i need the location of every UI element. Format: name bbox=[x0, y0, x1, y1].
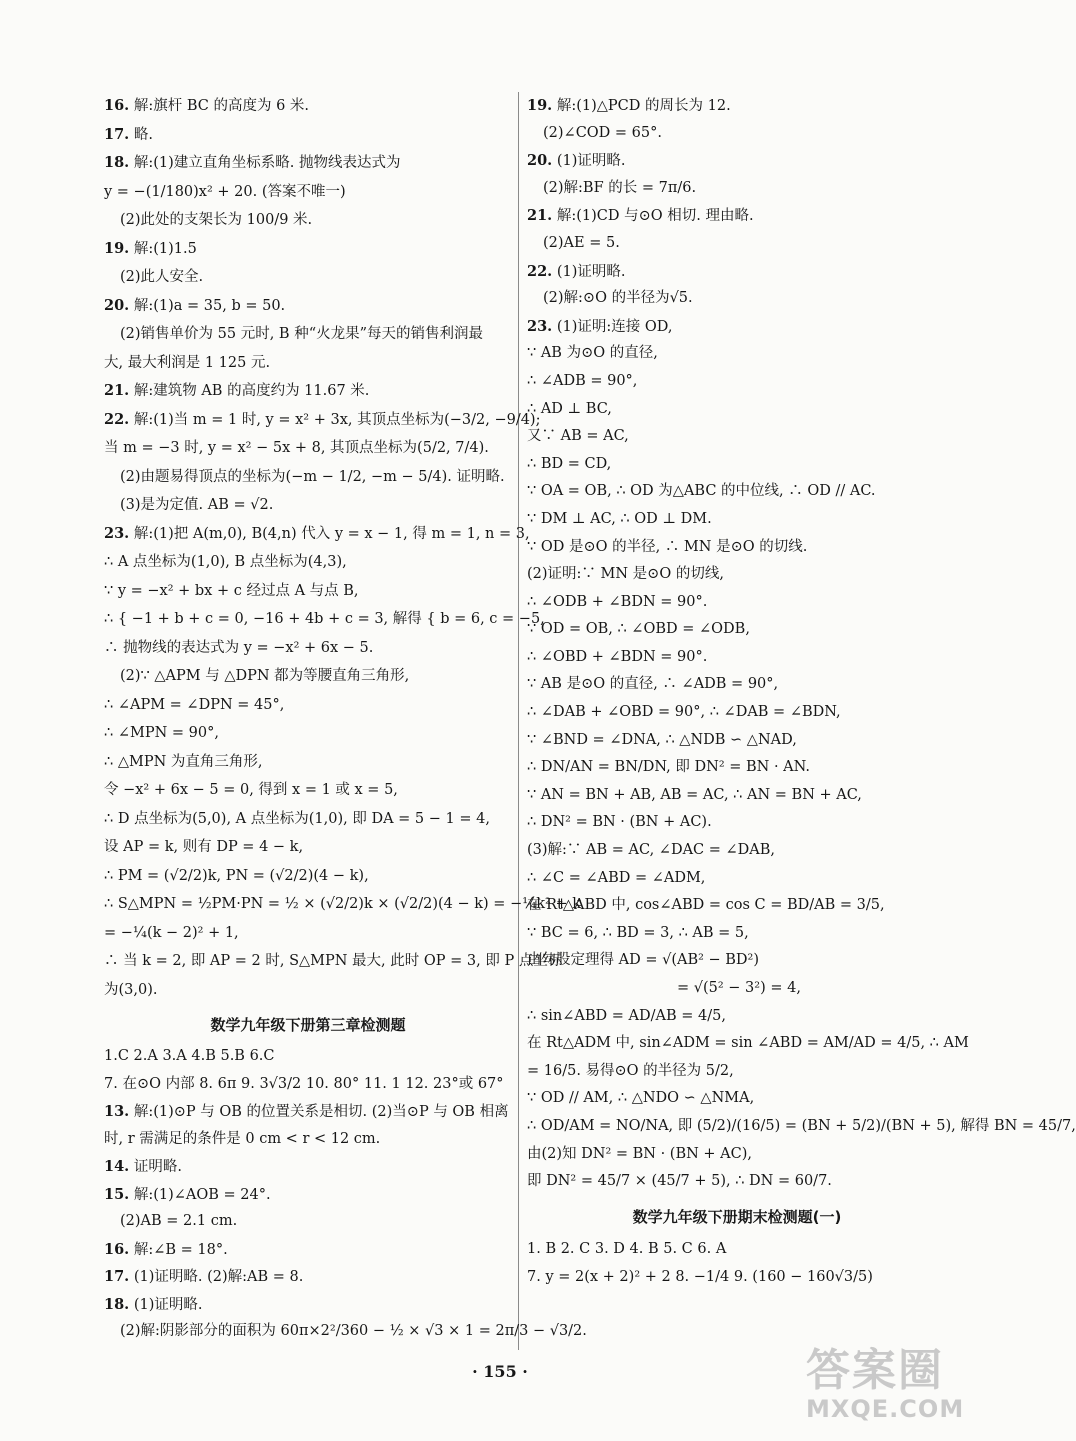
answer-text: 设 AP = k, 则有 DP = 4 − k, bbox=[104, 839, 304, 855]
answer-text: 令 −x² + 6x − 5 = 0, 得到 x = 1 或 x = 5, bbox=[104, 782, 398, 798]
question-number: 15. bbox=[104, 1185, 130, 1203]
section-heading-final-test: 数学九年级下册期末检测题(一) bbox=[632, 1207, 842, 1226]
answer-line bbox=[527, 175, 947, 203]
answer-text: (2)证明:∵ MN 是⊙O 的切线, bbox=[527, 566, 724, 583]
question-number: 23. bbox=[527, 317, 553, 335]
answer-text: 解:(1)△PCD 的周长为 12. bbox=[556, 98, 731, 114]
column-divider bbox=[518, 92, 519, 1350]
answer-text: ∴ AD ⊥ BC, bbox=[527, 400, 612, 417]
answer-text: 为(3,0). bbox=[104, 981, 158, 998]
answer-text: ∴ ∠C = ∠ABD = ∠ADM, bbox=[527, 869, 706, 886]
answer-line bbox=[104, 1153, 512, 1181]
answer-text: 解:(1)CD 与⊙O 相切. 理由略. bbox=[556, 208, 754, 225]
answer-line bbox=[527, 644, 947, 672]
answer-text: ∴ OD/AM = NO/NA, 即 (5/2)/(16/5) = (BN + 5/2)/(BN + 5), 解得 BN = 45/7, bbox=[527, 1117, 1076, 1134]
answer-text: ∴ { −1 + b + c = 0, −16 + 4b + c = 3, 解得 { b = 6, c = −5, bbox=[104, 611, 545, 627]
answer-text: ∴ ∠APM = ∠DPN = 45°, bbox=[104, 696, 285, 713]
answer-text: ∵ OD 是⊙O 的半径, ∴ MN 是⊙O 的切线. bbox=[527, 538, 808, 555]
answer-text: 解:(1)建立直角坐标系略. 抛物线表达式为 bbox=[133, 155, 401, 171]
answer-line bbox=[104, 719, 512, 748]
answer-line bbox=[104, 149, 512, 178]
question-number: 20. bbox=[527, 152, 553, 170]
answer-line bbox=[527, 230, 947, 258]
answer-text: ∴ 抛物线的表达式为 y = −x² + 6x − 5. bbox=[104, 639, 374, 656]
answer-text: (1)证明:连接 OD, bbox=[556, 318, 673, 335]
answer-text: ∴ DN/AN = BN/DN, 即 DN² = BN · AN. bbox=[527, 759, 811, 776]
answer-line bbox=[104, 1071, 512, 1099]
answer-line bbox=[527, 589, 947, 617]
answer-line bbox=[104, 548, 512, 577]
answer-text: (2)AE = 5. bbox=[543, 234, 620, 251]
answer-line bbox=[104, 349, 512, 378]
answer-text: 解:旗杆 BC 的高度为 6 米. bbox=[133, 98, 310, 114]
answer-line bbox=[527, 1030, 969, 1058]
answer-text: (2)此处的支架长为 100/9 米. bbox=[120, 212, 313, 228]
answer-text: 证明略. bbox=[133, 1159, 182, 1175]
answer-line bbox=[527, 837, 947, 865]
answer-text: ∵ y = −x² + bx + c 经过点 A 与点 B, bbox=[104, 582, 359, 599]
watermark-logo: 答案圈 MXQE.COM bbox=[806, 1345, 965, 1423]
answer-line bbox=[527, 616, 947, 644]
answer-line bbox=[527, 534, 947, 562]
answer-text: 解:(1)把 A(m,0), B(4,n) 代入 y = x − 1, 得 m = 1, n = 3, bbox=[133, 525, 530, 542]
question-number: 17. bbox=[104, 125, 130, 143]
answer-text: ∵ OA = OB, ∴ OD 为△ABC 的中位线, ∴ OD // AC. bbox=[527, 483, 876, 500]
question-number: 16. bbox=[104, 97, 130, 114]
answer-line bbox=[527, 120, 947, 148]
answer-line bbox=[527, 975, 947, 1003]
answer-text: 解:∠B = 18°. bbox=[133, 1241, 228, 1258]
answer-line bbox=[104, 1098, 512, 1126]
answer-text: = −¼(k − 2)² + 1, bbox=[104, 924, 239, 941]
answer-line bbox=[527, 561, 947, 589]
answer-line bbox=[104, 377, 512, 406]
answer-line bbox=[527, 782, 947, 810]
answer-text: ∵ AB 是⊙O 的直径, ∴ ∠ADB = 90°, bbox=[527, 676, 779, 693]
answer-line bbox=[527, 340, 947, 368]
answer-text: ∵ DM ⊥ AC, ∴ OD ⊥ DM. bbox=[527, 510, 712, 527]
answer-line bbox=[104, 406, 541, 435]
answer-text: (2)由题易得顶点的坐标为(−m − 1/2, −m − 5/4). 证明略. bbox=[120, 468, 505, 485]
answer-text: (2)销售单价为 55 元时, B 种“火龙果”每天的销售利润最 bbox=[120, 326, 484, 342]
answer-line bbox=[527, 892, 947, 920]
answer-line bbox=[527, 506, 947, 534]
answer-line bbox=[527, 1263, 947, 1291]
answer-text: 在 Rt△ADM 中, sin∠ADM = sin ∠ABD = AM/AD = 4/5, ∴ AM bbox=[527, 1035, 969, 1052]
answer-line bbox=[104, 890, 582, 919]
answer-text: ∴ ∠OBD + ∠BDN = 90°. bbox=[527, 648, 708, 665]
answer-line bbox=[104, 1208, 512, 1236]
answer-line bbox=[527, 368, 947, 396]
answer-text: (2)AB = 2.1 cm. bbox=[120, 1213, 238, 1229]
answer-text: ∴ DN² = BN · (BN + AC). bbox=[527, 814, 712, 831]
answer-text: ∴ △MPN 为直角三角形, bbox=[104, 753, 263, 770]
answer-line bbox=[104, 92, 512, 121]
answer-line bbox=[527, 1168, 947, 1196]
answer-line bbox=[527, 754, 947, 782]
answer-line bbox=[527, 699, 947, 727]
answer-line bbox=[104, 235, 512, 264]
question-number: 19. bbox=[104, 239, 130, 257]
answer-text: (1)证明略. bbox=[556, 153, 626, 170]
answer-text: (2)∠COD = 65°. bbox=[543, 124, 662, 141]
question-number: 18. bbox=[104, 154, 130, 171]
answer-text: ∴ ∠ADB = 90°, bbox=[527, 372, 638, 389]
answer-text: (2)此人安全. bbox=[120, 269, 204, 285]
answer-line bbox=[104, 662, 512, 691]
answer-line bbox=[527, 865, 947, 893]
answer-line bbox=[104, 976, 512, 1005]
answer-text: ∴ ∠MPN = 90°, bbox=[104, 725, 219, 741]
question-number: 17. bbox=[104, 1268, 130, 1285]
question-number: 21. bbox=[527, 207, 553, 225]
answer-text: ∵ OD = OB, ∴ ∠OBD = ∠ODB, bbox=[527, 621, 750, 638]
answer-line bbox=[104, 862, 512, 891]
answer-text: ∴ BD = CD, bbox=[527, 455, 612, 472]
answer-text: ∴ PM = (√2/2)k, PN = (√2/2)(4 − k), bbox=[104, 867, 369, 884]
answer-text: (2)∵ △APM 与 △DPN 都为等腰直角三角形, bbox=[120, 668, 410, 684]
answer-line bbox=[527, 258, 947, 286]
answer-text: (2)解:BF 的长 = 7π/6. bbox=[543, 179, 697, 196]
answer-line bbox=[104, 577, 512, 606]
answer-text: ∴ A 点坐标为(1,0), B 点坐标为(4,3), bbox=[104, 554, 347, 570]
answer-text: 当 m = −3 时, y = x² − 5x + 8, 其顶点坐标为(5/2, 7/4). bbox=[104, 440, 489, 456]
answer-line bbox=[104, 805, 512, 834]
answer-text: 7. 在⊙O 内部 8. 6π 9. 3√3/2 10. 80° 11. 1 12. 23°或 67° bbox=[104, 1075, 504, 1092]
answer-line bbox=[527, 727, 947, 755]
answer-text: (3)是为定值. AB = √2. bbox=[120, 497, 274, 513]
answer-text: y = −(1/180)x² + 20. (答案不唯一) bbox=[104, 183, 346, 200]
question-number: 23. bbox=[104, 524, 130, 542]
answer-text: (3)解:∵ AB = AC, ∠DAC = ∠DAB, bbox=[527, 842, 776, 859]
answer-text: (1)证明略. (2)解:AB = 8. bbox=[133, 1269, 304, 1285]
answer-line bbox=[104, 1126, 512, 1154]
answer-text: 即 DN² = 45/7 × (45/7 + 5), ∴ DN = 60/7. bbox=[527, 1173, 832, 1190]
answer-line bbox=[527, 423, 947, 451]
answer-line bbox=[527, 147, 947, 175]
answer-text: ∵ AB 为⊙O 的直径, bbox=[527, 345, 658, 362]
answer-text: ∴ D 点坐标为(5,0), A 点坐标为(1,0), 即 DA = 5 − 1 = 4, bbox=[104, 810, 490, 827]
answer-line bbox=[527, 451, 947, 479]
answer-text: (1)证明略. bbox=[133, 1296, 203, 1313]
answer-line bbox=[104, 491, 512, 520]
answer-text: ∴ sin∠ABD = AD/AB = 4/5, bbox=[527, 1007, 726, 1024]
answer-line bbox=[104, 1181, 512, 1209]
answer-line bbox=[104, 178, 512, 207]
answer-line bbox=[104, 1263, 512, 1291]
answer-line bbox=[527, 671, 947, 699]
page-number: · 155 · bbox=[472, 1362, 528, 1381]
question-number: 13. bbox=[104, 1103, 130, 1120]
answer-line bbox=[104, 1318, 587, 1346]
answer-text: 大, 最大利润是 1 125 元. bbox=[104, 354, 271, 371]
section-heading-chapter3: 数学九年级下册第三章检测题 bbox=[210, 1016, 406, 1034]
answer-line bbox=[104, 947, 563, 976]
question-number: 16. bbox=[104, 1240, 130, 1258]
answer-line bbox=[527, 478, 947, 506]
answer-line bbox=[104, 919, 512, 948]
answer-line bbox=[527, 92, 947, 120]
answer-line bbox=[104, 776, 512, 805]
answer-line bbox=[104, 605, 545, 634]
answer-text: 解:(1)1.5 bbox=[133, 240, 197, 257]
answer-text: 解:建筑物 AB 的高度约为 11.67 米. bbox=[133, 383, 370, 399]
answer-line bbox=[104, 463, 512, 492]
answer-line bbox=[104, 292, 512, 321]
question-number: 22. bbox=[527, 262, 553, 280]
answer-line bbox=[104, 748, 512, 777]
answer-line bbox=[104, 320, 512, 349]
answer-line bbox=[104, 1236, 512, 1264]
answer-line bbox=[104, 121, 512, 150]
question-number: 22. bbox=[104, 410, 130, 428]
answer-line bbox=[527, 1141, 947, 1169]
question-number: 20. bbox=[104, 296, 130, 314]
answer-line bbox=[527, 920, 947, 948]
answer-line bbox=[527, 1003, 947, 1031]
answer-line bbox=[104, 1043, 512, 1071]
answer-line bbox=[104, 434, 512, 463]
answer-line bbox=[527, 947, 947, 975]
answer-text: ∴ ∠ODB + ∠BDN = 90°. bbox=[527, 593, 708, 610]
answer-text: 又∵ AB = AC, bbox=[527, 428, 629, 445]
answer-line bbox=[104, 634, 512, 663]
answer-line bbox=[527, 396, 947, 424]
answer-text: 7. y = 2(x + 2)² + 2 8. −1/4 9. (160 − 160√3/5) bbox=[527, 1268, 873, 1285]
answer-line bbox=[104, 263, 512, 292]
answer-text: ∴ 当 k = 2, 即 AP = 2 时, S△MPN 最大, 此时 OP = 3, 即 P 点坐标 bbox=[104, 953, 563, 969]
answer-text: 1. B 2. C 3. D 4. B 5. C 6. A bbox=[527, 1240, 727, 1257]
answer-line bbox=[527, 1235, 947, 1263]
answer-line bbox=[104, 833, 512, 862]
answer-text: ∵ ∠BND = ∠DNA, ∴ △NDB ∽ △NAD, bbox=[527, 731, 797, 748]
answer-text: 在 Rt△ABD 中, cos∠ABD = cos C = BD/AB = 3/5, bbox=[527, 897, 885, 914]
answer-line bbox=[104, 520, 530, 549]
question-number: 14. bbox=[104, 1158, 130, 1175]
right-column bbox=[527, 92, 1076, 1291]
answer-text: ∵ OD // AM, ∴ △NDO ∽ △NMA, bbox=[527, 1090, 755, 1107]
answer-text: 由勾股定理得 AD = √(AB² − BD²) bbox=[527, 952, 760, 969]
answer-text: ∴ ∠DAB + ∠OBD = 90°, ∴ ∠DAB = ∠BDN, bbox=[527, 704, 841, 721]
answer-line bbox=[527, 1085, 947, 1113]
answer-line bbox=[527, 809, 947, 837]
answer-text: = 16/5. 易得⊙O 的半径为 5/2, bbox=[527, 1062, 734, 1079]
answer-text: (2)解:阴影部分的面积为 60π×2²/360 − ½ × √3 × 1 = 2π/3 − √3/2. bbox=[120, 1323, 587, 1339]
answer-text: ∴ S△MPN = ½PM·PN = ½ × (√2/2)k × (√2/2)(4 − k) = −¼k² + k bbox=[104, 896, 582, 912]
question-number: 18. bbox=[104, 1295, 130, 1313]
answer-text: (2)解:⊙O 的半径为√5. bbox=[543, 290, 693, 307]
question-number: 19. bbox=[527, 97, 553, 114]
answer-text: (1)证明略. bbox=[556, 263, 626, 280]
answer-line bbox=[527, 313, 947, 341]
answer-line bbox=[527, 285, 947, 313]
answer-line bbox=[527, 1058, 947, 1086]
answer-text: 时, r 需满足的条件是 0 cm < r < 12 cm. bbox=[104, 1130, 381, 1147]
answer-text: 解:(1)当 m = 1 时, y = x² + 3x, 其顶点坐标为(−3/2, −9/4); bbox=[133, 411, 541, 428]
answer-text: ∵ BC = 6, ∴ BD = 3, ∴ AB = 5, bbox=[527, 924, 749, 941]
answer-text: ∵ AN = BN + AB, AB = AC, ∴ AN = BN + AC, bbox=[527, 786, 862, 803]
answer-line bbox=[104, 206, 512, 235]
question-number: 21. bbox=[104, 382, 130, 399]
answer-line bbox=[527, 202, 947, 230]
answer-text: 由(2)知 DN² = BN · (BN + AC), bbox=[527, 1145, 753, 1162]
answer-text: 解:(1)a = 35, b = 50. bbox=[133, 297, 286, 314]
answer-line bbox=[527, 1113, 1076, 1141]
answer-text: 解:(1)⊙P 与 OB 的位置关系是相切. (2)当⊙P 与 OB 相离 bbox=[133, 1104, 509, 1120]
answer-text: 解:(1)∠AOB = 24°. bbox=[133, 1186, 271, 1203]
answer-text: = √(5² − 3²) = 4, bbox=[677, 980, 801, 996]
answer-text: 略. bbox=[133, 126, 153, 143]
answer-text: 1.C 2.A 3.A 4.B 5.B 6.C bbox=[104, 1048, 275, 1064]
answer-line bbox=[104, 691, 512, 720]
answer-line bbox=[104, 1291, 512, 1319]
